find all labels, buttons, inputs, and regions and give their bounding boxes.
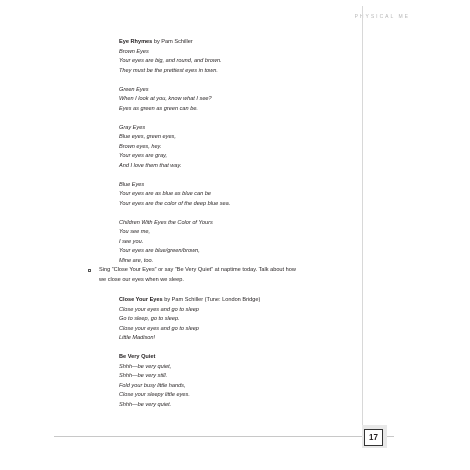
stanza-list (119, 48, 359, 267)
poem2-lines (119, 363, 359, 411)
song-lines (119, 306, 359, 344)
poem-line: Your eyes are as blue as blue can be (119, 191, 212, 197)
poem-line: They must be the prettiest eyes in town. (119, 67, 218, 74)
poem-line: Blue eyes, green eyes, (119, 134, 176, 140)
song-line: Close your eyes and go to sleep (119, 306, 199, 313)
stanza (119, 219, 359, 267)
footer-rule (54, 436, 394, 437)
poem-line: Gray Eyes (119, 124, 146, 131)
poem-line: Shhh—be very quiet, (119, 363, 172, 370)
stanza (119, 181, 359, 210)
poem-line: Fold your busy little hands, (119, 382, 186, 389)
bullet-marker (88, 269, 91, 272)
song-line: Little Madison! (119, 335, 156, 341)
song-author: by Pam Schiller (Tune: London Bridge) (164, 297, 261, 303)
poem-line: Your eyes are gray, (119, 153, 168, 159)
poem-line: Children With Eyes the Color of Yours (119, 219, 213, 226)
page-number: 17 (364, 429, 383, 446)
poem-title: Eye Rhymes (119, 39, 153, 45)
stanza (119, 86, 359, 115)
song-title-line (119, 296, 359, 306)
poem-line: Brown Eyes (119, 48, 149, 55)
poem-line: Mine are, too. (119, 257, 154, 264)
running-header: PHYSICAL ME (354, 14, 410, 20)
song-line: Close your eyes and go to sleep (119, 325, 199, 332)
naptime-songs-section (119, 296, 359, 420)
poem-line: Green Eyes (119, 86, 149, 93)
poem-line: Brown eyes, hey. (119, 143, 162, 150)
close-your-eyes-block (119, 296, 359, 344)
poem-line: Shhh—be very still. (119, 373, 168, 379)
poem-line: You see me, (119, 229, 151, 235)
poem-author: by Pam Schiller (153, 39, 193, 45)
poem2-title-line (119, 353, 359, 363)
poem-line: Shhh—be very quiet. (119, 401, 172, 408)
stanza (119, 48, 359, 77)
vertical-rule (362, 6, 363, 434)
poem-line: When I look at you, know what I see? (119, 96, 212, 102)
poem2-title: Be Very Quiet (119, 354, 156, 360)
poem-title-line (119, 38, 359, 48)
poem-line: Your eyes are the color of the deep blue sea. (119, 200, 231, 207)
song-title: Close Your Eyes (119, 297, 163, 303)
be-very-quiet-block (119, 353, 359, 410)
poem-line: Your eyes are big, and round, and brown. (119, 58, 222, 64)
song-line: Go to sleep, go to sleep. (119, 316, 180, 322)
poem-line: Eyes as green as green can be. (119, 105, 198, 112)
poem-line: And I love them that way. (119, 162, 182, 169)
poem-line: Your eyes are blue/green/brown, (119, 248, 200, 254)
bullet-line: we close our eyes when we sleep. (99, 276, 184, 283)
poem-line: Close your sleepy little eyes. (119, 392, 190, 398)
eye-rhymes-section (119, 38, 359, 276)
bullet-line: Sing “Close Your Eyes” or say “Be Very Quiet” at naptime today. Talk about how (99, 267, 296, 273)
poem-line: I see you. (119, 238, 144, 245)
stanza (119, 124, 359, 172)
poem-line: Blue Eyes (119, 181, 145, 188)
bullet-text (99, 266, 296, 285)
